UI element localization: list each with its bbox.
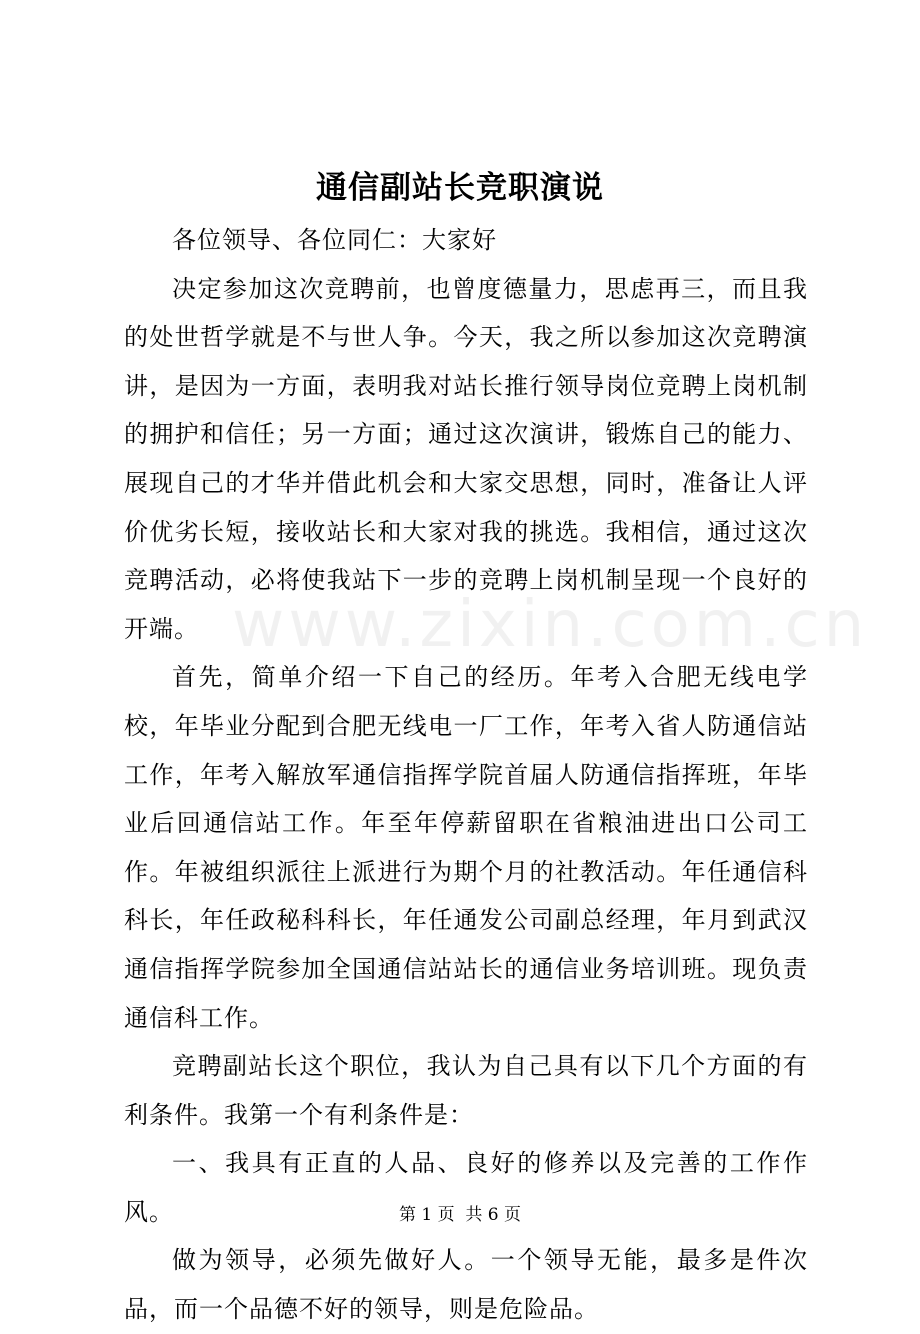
document-body (124, 216, 808, 1334)
document-title: 通信副站长竞职演说 (316, 170, 604, 206)
paragraph-greeting: 各位领导、各位同仁：大家好 (172, 226, 497, 254)
watermark: www.zixin.com.cn (232, 588, 869, 662)
paragraph-conditions: 竞聘副站长这个职位，我认为自己具有以下几个方面的有利条件。我第一个有利条件是： (124, 1052, 808, 1129)
paragraph-experience: 首先，简单介绍一下自己的经历。年考入合肥无线电学校，年毕业分配到合肥无线电一厂工作，年考入省人防通信站工作，年考入解放军通信指挥学院首届人防通信指挥班，年毕业后回通信站工作。年至年停薪留职在省粮油进出口公司工作。年被组织派往上派进行为期个月的社教活动。年任通信科科长，年任政秘科科长，年任通发公司副总经理，年月到武汉通信指挥学院参加全国通信站站长的通信业务培训班。现负责通信科工作。 (124, 663, 808, 1032)
page-number: 第 1 页 (398, 1205, 455, 1225)
page-total: 共 6 页 (465, 1205, 522, 1225)
footer-separator (455, 1205, 466, 1225)
paragraph-character: 做为领导，必须先做好人。一个领导无能，最多是件次品，而一个品德不好的领导，则是危险品。 (124, 1246, 808, 1324)
paragraph-intro: 决定参加这次竞聘前，也曾度德量力，思虑再三，而且我的处世哲学就是不与世人争。今天，我之所以参加这次竞聘演讲，是因为一方面，表明我对站长推行领导岗位竞聘上岗机制的拥护和信任；另一方面；通过这次演讲，锻炼自己的能力、展现自己的才华并借此机会和大家交思想，同时，准备让人评价优劣长短，接收站长和大家对我的挑选。我相信，通过这次竞聘活动，必将使我站下一步的竞聘上岗机制呈现一个良好的开端。 (124, 274, 808, 643)
page-footer (0, 1203, 920, 1227)
paragraph-point-one: 一、我具有正直的人品、良好的修养以及完善的工作作风。 (124, 1149, 808, 1226)
